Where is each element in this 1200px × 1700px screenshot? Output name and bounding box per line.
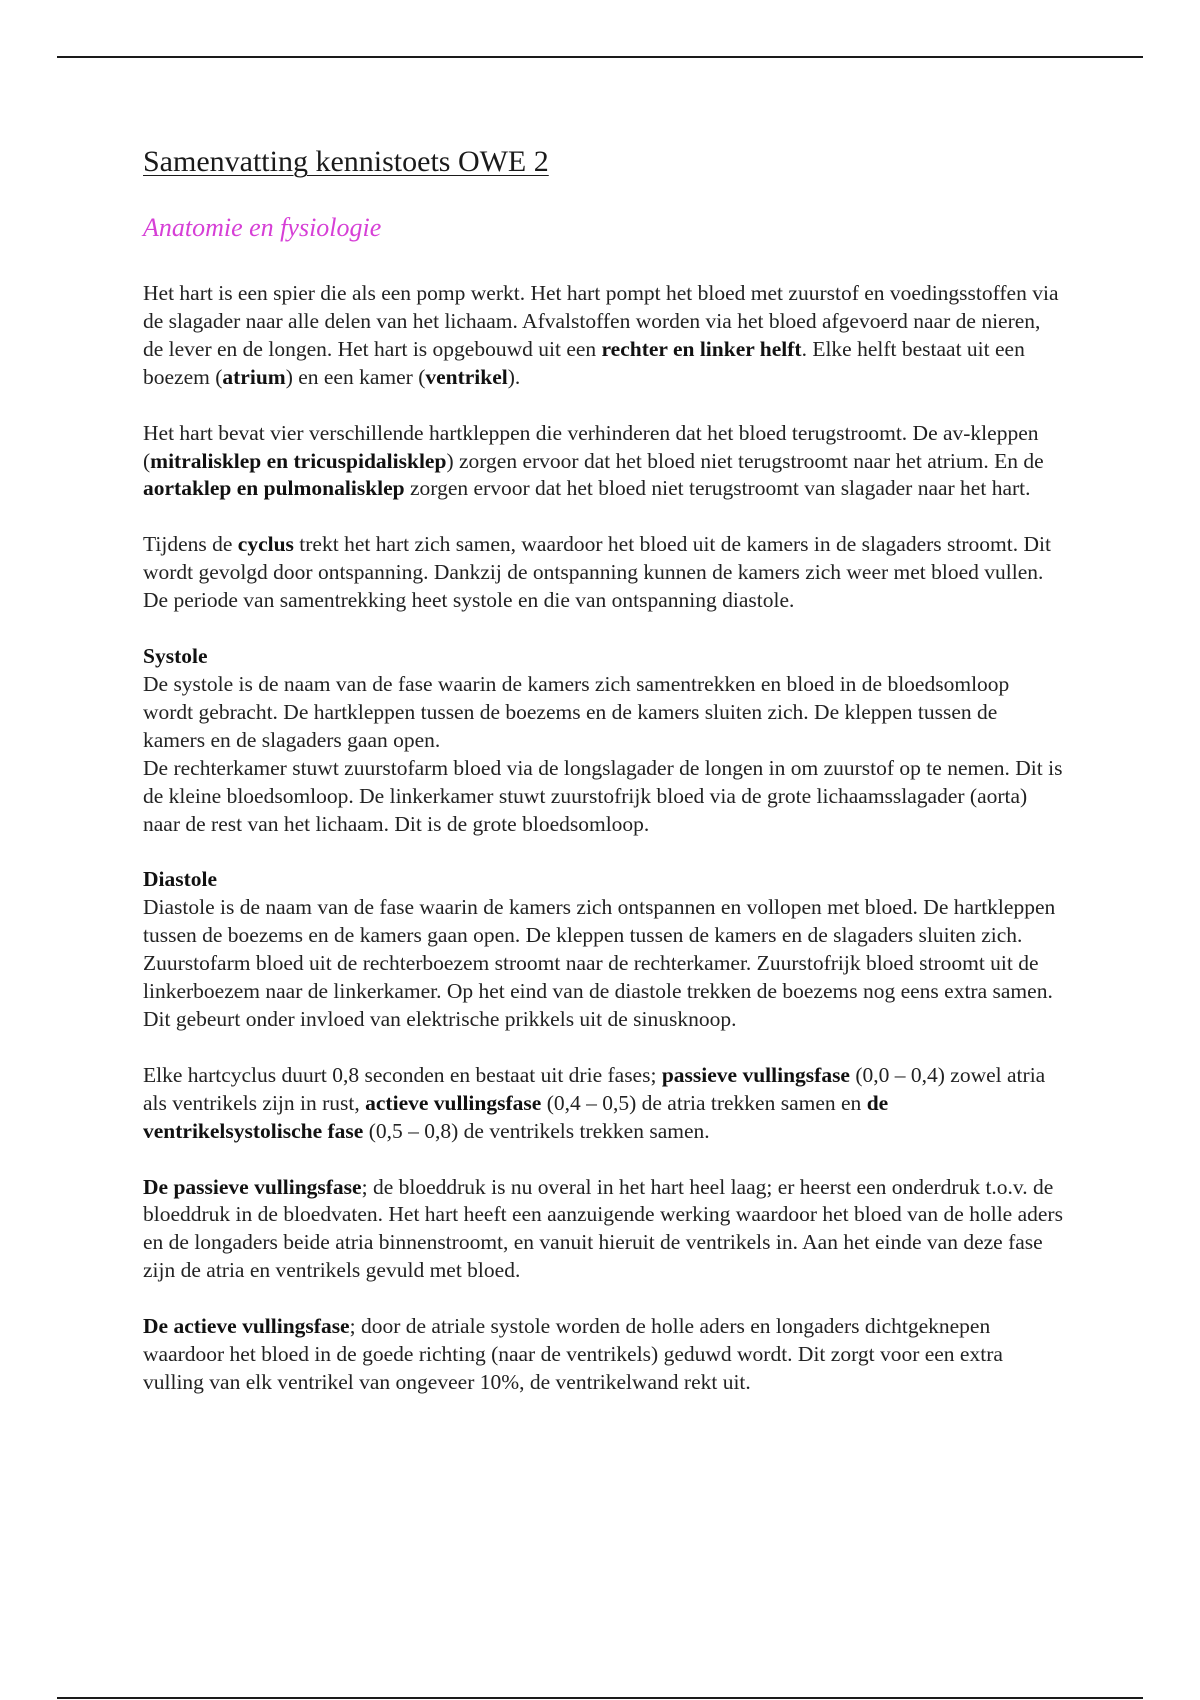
paragraph-heart-cycle-phases: Elke hartcyclus duurt 0,8 seconden en bestaat uit drie fases; passieve vullingsfase (0,0 – 0,4) zowel atria als ventrikels zijn in rust, actieve vullingsfase (0,4 – 0,5) de atria trekken samen en de ventrikelsystolische fase (0,5 – 0,8) de ventrikels trekken samen.	[143, 1062, 1046, 1143]
document-body	[143, 140, 1063, 1397]
document-title: Samenvatting kennistoets OWE 2	[143, 145, 549, 178]
paragraph-heart-valves: Het hart bevat vier verschillende hartkleppen die verhinderen dat het bloed terugstroomt. De av-kleppen (mitralisklep en tricuspidalisklep) zorgen ervoor dat het bloed niet terugstroomt naar het atrium. En de aortaklep en pulmonalisklep zorgen ervoor dat het bloed niet terugstroomt van slagader naar het hart.	[143, 420, 1044, 501]
paragraph-cycle: Tijdens de cyclus trekt het hart zich samen, waardoor het bloed uit de kamers in de slagaders stroomt. Dit wordt gevolgd door ontspanning. Dankzij de ontspanning kunnen de kamers zich weer met bloed vullen. De periode van samentrekking heet systole en die van ontspanning diastole.	[143, 532, 1051, 613]
paragraph-active-filling: De actieve vullingsfase; door de atriale systole worden de holle aders en longaders dichtgeknepen waardoor het bloed in de goede richting (naar de ventrikels) geduwd wordt. Dit zorgt voor een extra vulling van elk ventrikel van ongeveer 10%, de ventrikelwand rekt uit.	[143, 1314, 1003, 1394]
bottom-rule	[57, 1697, 1143, 1699]
top-rule	[57, 56, 1143, 58]
systole-circulation-text: De rechterkamer stuwt zuurstofarm bloed via de longslagader de longen in om zuurstof op te nemen. Dit is de kleine bloedsomloop. De linkerkamer stuwt zuurstofrijk bloed via de grote lichaamsslagader (aorta) naar de rest van het lichaam. Dit is de grote bloedsomloop.	[143, 755, 1063, 836]
paragraph-passive-filling: De passieve vullingsfase; de bloeddruk is nu overal in het hart heel laag; er heerst een onderdruk t.o.v. de bloeddruk in de bloedvaten. Het hart heeft een aanzuigende werking waardoor het bloed van de holle aders en de longaders beide atria binnenstroomt, en vanuit hieruit de ventrikels in. Aan het einde van deze fase zijn de atria en ventrikels gevuld met bloed.	[143, 1174, 1063, 1283]
systole-text: De systole is de naam van de fase waarin de kamers zich samentrekken en bloed in de bloedsomloop wordt gebracht. De hartkleppen tussen de boezems en de kamers sluiten zich. De kleppen tussen de kamers en de slagaders gaan open.	[143, 671, 1010, 752]
systole-heading: Systole	[143, 644, 208, 669]
diastole-text: Diastole is de naam van de fase waarin de kamers zich ontspannen en vollopen met bloed. De hartkleppen tussen de boezems en de kamers gaan open. De kleppen tussen de kamers en de slagaders sluiten zich. Zuurstofarm bloed uit de rechterboezem stroomt naar de rechterkamer. Zuurstofrijk bloed stroomt uit de linkerboezem naar de linkerkamer. Op het eind van de diastole trekken de boezems nog eens extra samen. Dit gebeurt onder invloed van elektrische prikkels uit de sinusknoop.	[143, 895, 1056, 1031]
paragraph-heart-intro: Het hart is een spier die als een pomp werkt. Het hart pompt het bloed met zuurstof en voedingsstoffen via de slagader naar alle delen van het lichaam. Afvalstoffen worden via het bloed afgevoerd naar de nieren, de lever en de longen. Het hart is opgebouwd uit een rechter en linker helft. Elke helft bestaat uit een boezem (atrium) en een kamer (ventrikel).	[143, 281, 1059, 389]
diastole-heading: Diastole	[143, 867, 218, 892]
section-heading: Anatomie en fysiologie	[143, 213, 382, 242]
